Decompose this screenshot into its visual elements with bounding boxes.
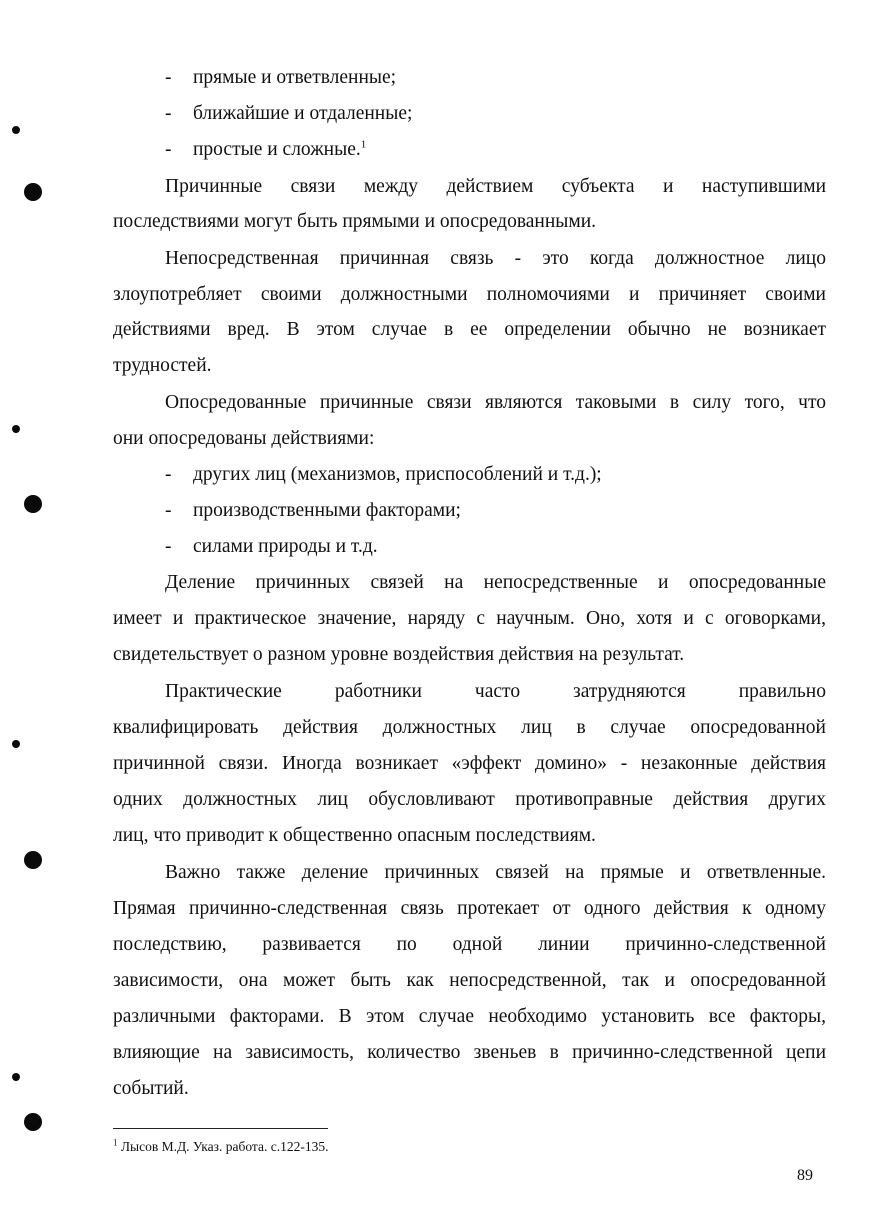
binding-hole [24, 495, 42, 513]
paragraph-line: Причинные связи между действием субъекта и наступившими [165, 176, 826, 197]
footnote-separator [113, 1128, 328, 1129]
list-item: - простые и сложные.$^1$ [165, 138, 367, 160]
footnote: $^1$ Лысов М.Д. Указ. работа. с.122-135. [113, 1137, 329, 1154]
list-item: - ближайшие и отдаленные; [165, 103, 413, 124]
paragraph-line: Практические работники часто затрудняются правильно [165, 681, 826, 702]
footnote-ref: 1 [360, 138, 367, 151]
paragraph-line: Деление причинных связей на непосредственные и опосредованные [165, 572, 826, 593]
paragraph-line: имеет и практическое значение, наряду с научным. Оно, хотя и с оговорками, [113, 608, 826, 629]
binding-hole-mark [12, 425, 20, 433]
paragraph-line: Непосредственная причинная связь - это когда должностное лицо [165, 248, 826, 269]
paragraph-line: Прямая причинно-следственная связь протекает от одного действия к одному [113, 898, 826, 919]
paragraph-line: Важно также деление причинных связей на прямые и ответвленные. [165, 862, 826, 883]
binding-hole [24, 1113, 42, 1131]
binding-hole-mark [12, 126, 20, 134]
paragraph-line: Опосредованные причинные связи являются таковыми в силу того, что [165, 392, 826, 413]
paragraph-line: свидетельствует о разном уровне воздействия действия на результат. [113, 644, 685, 665]
paragraph-line: влияющие на зависимость, количество звеньев в причинно-следственной цепи [113, 1042, 826, 1063]
list-item: - других лиц (механизмов, приспособлений и т.д.); [165, 464, 602, 485]
paragraph-line: трудностей. [113, 355, 212, 376]
list-item: - производственными факторами; [165, 500, 461, 521]
paragraph-line: причинной связи. Иногда возникает «эффект домино» - незаконные действия [113, 753, 826, 774]
binding-hole-mark [12, 740, 20, 748]
paragraph-line: последствиями могут быть прямыми и опосредованными. [113, 211, 597, 232]
paragraph-line: злоупотребляет своими должностными полномочиями и причиняет своими [113, 284, 826, 305]
paragraph-line: последствию, развивается по одной линии причинно-следственной [113, 934, 826, 955]
list-item: - прямые и ответвленные; [165, 67, 397, 88]
paragraph-line: различными факторами. В этом случае необходимо установить все факторы, [113, 1006, 826, 1027]
binding-hole-mark [12, 1073, 20, 1081]
paragraph-line: лиц, что приводит к общественно опасным последствиям. [113, 825, 596, 846]
page-number: 89 [797, 1167, 813, 1184]
paragraph-line: зависимости, она может быть как непосредственной, так и опосредованной [113, 970, 826, 991]
paragraph-line: квалифицировать действия должностных лиц в случае опосредованной [113, 717, 826, 738]
paragraph-line: действиями вред. В этом случае в ее определении обычно не возникает [113, 319, 826, 340]
paragraph-line: одних должностных лиц обусловливают противоправные действия других [113, 789, 826, 810]
binding-hole [24, 851, 42, 869]
list-item: - силами природы и т.д. [165, 536, 378, 557]
paragraph-line: они опосредованы действиями: [113, 428, 375, 449]
binding-hole [24, 183, 42, 201]
paragraph-line: событий. [113, 1078, 189, 1099]
